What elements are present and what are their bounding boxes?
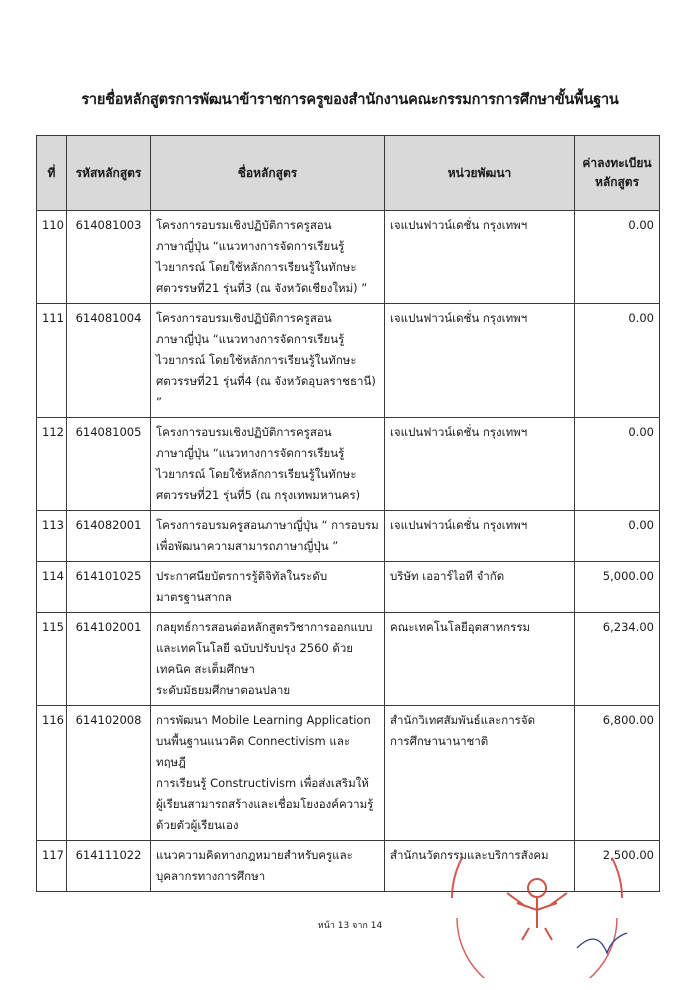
development-unit-line: เจแปนฟาวน์เดชั่น กรุงเทพฯ: [390, 518, 528, 532]
course-code: 614081005: [67, 418, 151, 511]
table-row: [37, 706, 660, 841]
course-table: [36, 135, 660, 892]
table-row: [37, 613, 660, 706]
registration-fee: 6,234.00: [575, 613, 660, 706]
header-fee: [575, 136, 660, 211]
development-unit: [385, 511, 575, 562]
course-name-line: ประกาศนียบัตรการรู้ดิจิทัลในระดับ: [156, 569, 328, 583]
header-code: รหัสหลักสูตร: [67, 136, 151, 211]
course-code: 614102001: [67, 613, 151, 706]
row-number: 114: [37, 562, 67, 613]
header-no: ที่: [37, 136, 67, 211]
development-unit: [385, 211, 575, 304]
development-unit-line: บริษัท เออาร์ไอที จำกัด: [390, 569, 505, 583]
course-name-line: ศตวรรษที่21 รุ่นที่4 (ณ จังหวัดอุบลราชธานี): [156, 374, 376, 388]
course-code: 614081004: [67, 304, 151, 418]
row-number: 113: [37, 511, 67, 562]
course-name-line: และเทคโนโลยี ฉบับปรับปรุง 2560 ด้วย: [156, 641, 354, 655]
course-name-line: ไวยากรณ์ โดยใช้หลักการเรียนรู้ในทักษะ: [156, 467, 357, 481]
development-unit-line: เจแปนฟาวน์เดชั่น กรุงเทพฯ: [390, 218, 528, 232]
development-unit-line: การศึกษานานาชาติ: [390, 734, 489, 748]
course-code: 614111022: [67, 841, 151, 892]
row-number: 112: [37, 418, 67, 511]
registration-fee: 0.00: [575, 304, 660, 418]
header-name: ชื่อหลักสูตร: [151, 136, 385, 211]
course-name-line: ไวยากรณ์ โดยใช้หลักการเรียนรู้ในทักษะ: [156, 260, 357, 274]
course-code: 614082001: [67, 511, 151, 562]
course-name-line: ผู้เรียนสามารถสร้างและเชื่อมโยงองค์ความรู้: [156, 797, 374, 811]
development-unit-line: สำนักวิเทศสัมพันธ์และการจัด: [390, 713, 536, 727]
course-name: [151, 511, 385, 562]
course-name-line: เทคนิค สะเต็มศึกษา: [156, 662, 255, 676]
table-row: [37, 211, 660, 304]
course-name-line: ”: [156, 395, 162, 409]
row-number: 115: [37, 613, 67, 706]
course-name-line: โครงการอบรมเชิงปฏิบัติการครูสอน: [156, 425, 332, 439]
course-name-line: การพัฒนา Mobile Learning Application: [156, 713, 371, 727]
course-name-line: ภาษาญี่ปุ่น “แนวทางการจัดการเรียนรู้: [156, 239, 345, 253]
course-name-line: แนวความคิดทางกฎหมายสำหรับครูและ: [156, 848, 353, 862]
row-number: 110: [37, 211, 67, 304]
header-org: หน่วยพัฒนา: [385, 136, 575, 211]
course-name: [151, 613, 385, 706]
course-name-line: บนพื้นฐานแนวคิด Connectivism และทฤษฎี: [156, 734, 351, 769]
row-number: 116: [37, 706, 67, 841]
development-unit: [385, 613, 575, 706]
registration-fee: 0.00: [575, 511, 660, 562]
course-name: [151, 706, 385, 841]
course-name-line: โครงการอบรมเชิงปฏิบัติการครูสอน: [156, 218, 332, 232]
course-code: 614081003: [67, 211, 151, 304]
development-unit: [385, 562, 575, 613]
development-unit: [385, 418, 575, 511]
course-name-line: โครงการอบรมครูสอนภาษาญี่ปุ่น “ การอบรม: [156, 518, 379, 532]
row-number: 111: [37, 304, 67, 418]
course-name-line: ศตวรรษที่21 รุ่นที่3 (ณ จังหวัดเชียงใหม่) ”: [156, 281, 368, 295]
registration-fee: 5,000.00: [575, 562, 660, 613]
registration-fee: 2,500.00: [575, 841, 660, 892]
development-unit-line: สำนักนวัตกรรมและบริการสังคม: [390, 848, 549, 862]
course-name-line: กลยุทธ์การสอนต่อหลักสูตรวิชาการออกแบบ: [156, 620, 373, 634]
table-row: [37, 418, 660, 511]
course-name-line: ภาษาญี่ปุ่น “แนวทางการจัดการเรียนรู้: [156, 332, 345, 346]
development-unit: [385, 304, 575, 418]
course-name-line: ศตวรรษที่21 รุ่นที่5 (ณ กรุงเทพมหานคร): [156, 488, 361, 502]
course-name-line: ไวยากรณ์ โดยใช้หลักการเรียนรู้ในทักษะ: [156, 353, 357, 367]
course-name: [151, 562, 385, 613]
course-name-line: บุคลากรทางการศึกษา: [156, 869, 266, 883]
registration-fee: 0.00: [575, 211, 660, 304]
course-name-line: ภาษาญี่ปุ่น “แนวทางการจัดการเรียนรู้: [156, 446, 345, 460]
course-name-line: ระดับมัธยมศึกษาตอนปลาย: [156, 683, 291, 697]
course-code: 614102008: [67, 706, 151, 841]
development-unit-line: เจแปนฟาวน์เดชั่น กรุงเทพฯ: [390, 425, 528, 439]
course-name: [151, 304, 385, 418]
registration-fee: 6,800.00: [575, 706, 660, 841]
development-unit-line: เจแปนฟาวน์เดชั่น กรุงเทพฯ: [390, 311, 528, 325]
course-name-line: ด้วยตัวผู้เรียนเอง: [156, 818, 239, 832]
document-title: รายชื่อหลักสูตรการพัฒนาข้าราชการครูของสำนักงานคณะกรรมการการศึกษาขั้นพื้นฐาน: [81, 92, 619, 108]
table-header-row: [37, 136, 660, 211]
header-fee-line2: หลักสูตร: [594, 175, 640, 189]
course-name-line: โครงการอบรมเชิงปฏิบัติการครูสอน: [156, 311, 332, 325]
development-unit-line: คณะเทคโนโลยีอุตสาหกรรม: [390, 620, 531, 634]
course-name-line: การเรียนรู้ Constructivism เพื่อส่งเสริมให้: [156, 776, 369, 790]
course-name: [151, 841, 385, 892]
table-row: [37, 304, 660, 418]
registration-fee: 0.00: [575, 418, 660, 511]
development-unit: [385, 706, 575, 841]
course-code: 614101025: [67, 562, 151, 613]
course-name: [151, 418, 385, 511]
course-name-line: มาตรฐานสากล: [156, 590, 232, 604]
course-name-line: เพื่อพัฒนาความสามารถภาษาญี่ปุ่น ”: [156, 539, 339, 553]
row-number: 117: [37, 841, 67, 892]
header-fee-line1: ค่าลงทะเบียน: [582, 156, 652, 170]
page-footer: หน้า 13 จาก 14: [317, 921, 383, 931]
table-row: [37, 511, 660, 562]
table-row: [37, 562, 660, 613]
table-body: [37, 211, 660, 892]
course-name: [151, 211, 385, 304]
